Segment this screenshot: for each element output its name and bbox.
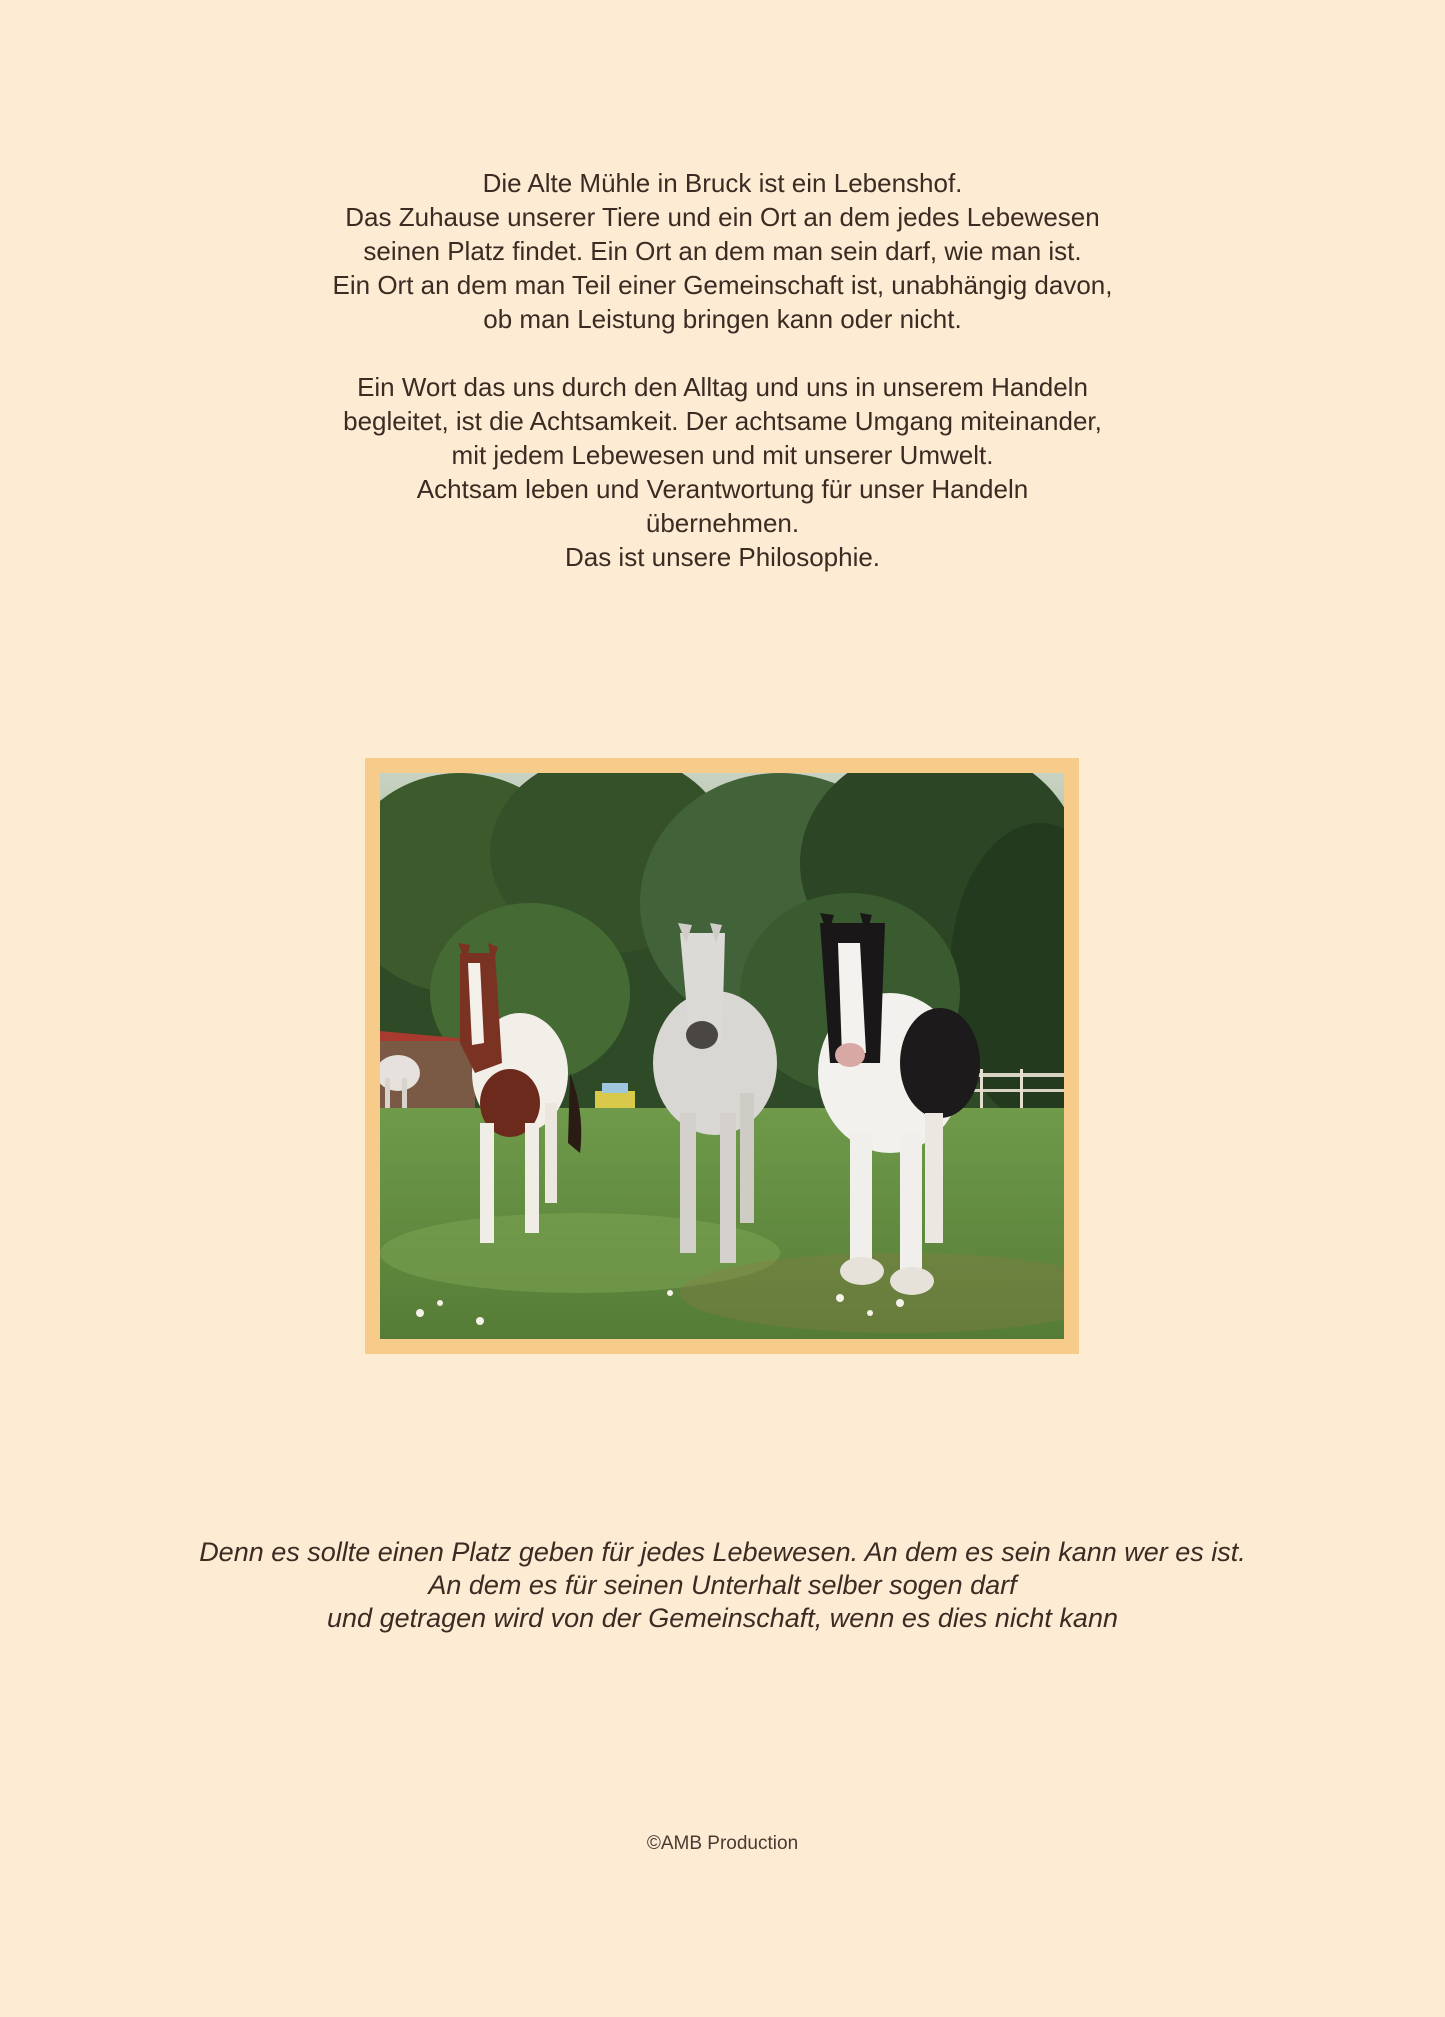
copyright-text: ©AMB Production bbox=[646, 1833, 799, 1854]
philosophy-line: übernehmen. bbox=[645, 508, 800, 538]
philosophy-line: mit jedem Lebewesen und mit unserer Umwelt. bbox=[451, 440, 994, 470]
photo-frame bbox=[365, 758, 1079, 1354]
quote-line: und getragen wird von der Gemeinschaft, wenn es dies nicht kann bbox=[327, 1603, 1118, 1633]
intro-text bbox=[0, 166, 1445, 574]
horses-photo bbox=[380, 773, 1064, 1339]
philosophy-line: Ein Wort das uns durch den Alltag und uns in unserem Handeln bbox=[357, 372, 1088, 402]
quote-line: Denn es sollte einen Platz geben für jedes Lebewesen. An dem es sein kann wer es ist. bbox=[199, 1537, 1246, 1567]
closing-quote bbox=[0, 1536, 1445, 1635]
philosophy-line: Achtsam leben und Verantwortung für unser Handeln bbox=[416, 474, 1029, 504]
intro-line: ob man Leistung bringen kann oder nicht. bbox=[483, 304, 962, 334]
philosophy-line: Das ist unsere Philosophie. bbox=[564, 542, 881, 572]
intro-line: Ein Ort an dem man Teil einer Gemeinschaft ist, unabhängig davon, bbox=[332, 270, 1113, 300]
intro-line: Die Alte Mühle in Bruck ist ein Lebenshof. bbox=[482, 168, 963, 198]
intro-line: seinen Platz findet. Ein Ort an dem man sein darf, wie man ist. bbox=[363, 236, 1082, 266]
paragraph-gap bbox=[0, 336, 1445, 370]
intro-line: Das Zuhause unserer Tiere und ein Ort an dem jedes Lebewesen bbox=[345, 202, 1100, 232]
quote-line: An dem es für seinen Unterhalt selber sogen darf bbox=[428, 1570, 1017, 1600]
philosophy-line: begleitet, ist die Achtsamkeit. Der achtsame Umgang miteinander, bbox=[343, 406, 1102, 436]
